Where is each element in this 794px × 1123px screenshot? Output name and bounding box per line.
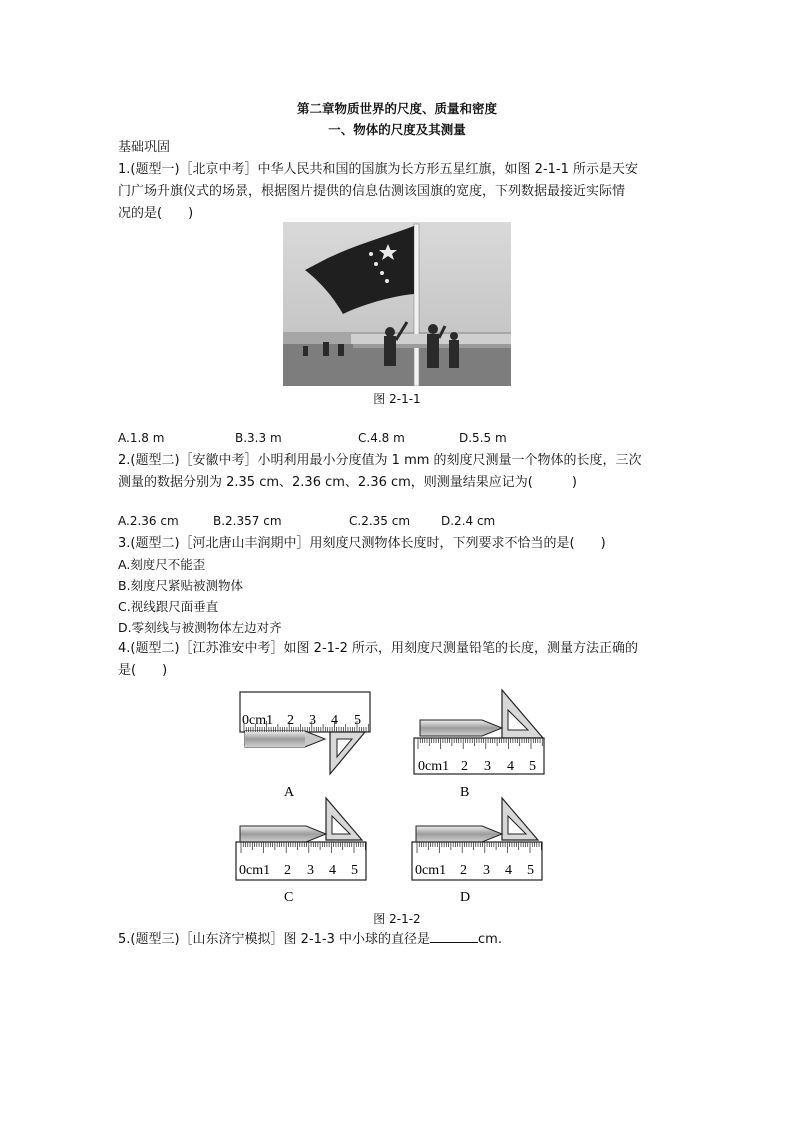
- panel-a-ruler-label-0: 0cm1: [242, 713, 274, 728]
- q5-text-before: 5.(题型三)［山东济宁模拟］图 2-1-3 中小球的直径是: [118, 932, 431, 947]
- panel-b-ruler-label-2: 2: [461, 759, 468, 774]
- q2-option-d: D.2.4 cm: [441, 514, 496, 528]
- panel-b-diagram: [414, 690, 544, 774]
- panel-c-ruler-label-4: 4: [329, 863, 336, 878]
- figure-2-1-2-caption: 图 2-1-2: [373, 912, 421, 926]
- q1-option-b: B.3.3 m: [235, 431, 282, 445]
- panel-d-diagram: [412, 798, 542, 880]
- panel-c-ruler-label-0: 0cm1: [239, 863, 271, 878]
- panel-c-ruler-label-5: 5: [351, 863, 358, 878]
- q2-line-2: 测量的数据分别为 2.35 cm、2.36 cm、2.36 cm，则测量结果应记为( ): [118, 475, 577, 490]
- q5-answer-blank[interactable]: [430, 930, 478, 943]
- panel-c-label: C: [284, 890, 294, 905]
- panel-c-ruler-label-3: 3: [307, 863, 314, 878]
- panel-a-ruler-label-3: 3: [309, 713, 316, 728]
- panel-b-ruler-label-5: 5: [529, 759, 536, 774]
- q1-line-1: 1.(题型一)［北京中考］中华人民共和国的国旗为长方形五星红旗，如图 2-1-1 所示是天安: [118, 162, 639, 177]
- q1-option-a: A.1.8 m: [118, 431, 165, 445]
- q3-option-a: A.刻度尺不能歪: [118, 557, 206, 572]
- q4-line-2: 是( ): [118, 663, 168, 678]
- panel-a-ruler-label-2: 2: [287, 713, 294, 728]
- panel-a-label: A: [284, 785, 295, 800]
- q3-option-d: D.零刻线与被测物体左边对齐: [118, 620, 282, 635]
- section-label: 基础巩固: [118, 140, 171, 155]
- panel-b-ruler-label-0: 0cm1: [418, 759, 450, 774]
- figure-2-1-1-caption: 图 2-1-1: [373, 392, 421, 406]
- panel-d-ruler-label-3: 3: [483, 863, 490, 878]
- panel-c-ruler-label-2: 2: [284, 863, 291, 878]
- figure-2-1-2: [230, 688, 550, 906]
- panel-b-ruler-label-4: 4: [507, 759, 514, 774]
- q1-line-3: 况的是( ): [118, 206, 194, 221]
- q3-line: 3.(题型二)［河北唐山丰润期中］用刻度尺测物体长度时，下列要求不恰当的是( ): [118, 536, 606, 551]
- panel-a-ruler-label-5: 5: [354, 713, 361, 728]
- q3-option-c: C.视线跟尺面垂直: [118, 599, 219, 614]
- q1-option-d: D.5.5 m: [459, 431, 507, 445]
- q2-option-b: B.2.357 cm: [213, 514, 282, 528]
- panel-a-diagram: [240, 692, 370, 774]
- panel-d-ruler-label-4: 4: [505, 863, 512, 878]
- panel-d-ruler-label-0: 0cm1: [415, 863, 447, 878]
- flag-raising-photo: [283, 222, 511, 386]
- panel-d-label: D: [460, 890, 471, 905]
- panel-a-ruler-label-4: 4: [331, 713, 338, 728]
- q1-option-c: C.4.8 m: [358, 431, 405, 445]
- panel-c-diagram: [236, 798, 366, 880]
- chapter-title: 第二章物质世界的尺度、质量和密度: [296, 101, 497, 116]
- panel-d-ruler-label-2: 2: [460, 863, 467, 878]
- panel-d-ruler-label-5: 5: [527, 863, 534, 878]
- panel-b-label: B: [460, 785, 470, 800]
- q5-line: [118, 930, 502, 950]
- q1-line-2: 门广场升旗仪式的场景，根据图片提供的信息估测该国旗的宽度，下列数据最接近实际情: [118, 184, 626, 199]
- q2-option-a: A.2.36 cm: [118, 514, 179, 528]
- q3-option-b: B.刻度尺紧贴被测物体: [118, 578, 244, 593]
- q5-text-after: cm.: [478, 932, 502, 947]
- q4-line-1: 4.(题型二)［江苏淮安中考］如图 2-1-2 所示，用刻度尺测量铅笔的长度，测量方法正确的: [118, 641, 639, 656]
- q2-line-1: 2.(题型二)［安徽中考］小明利用最小分度值为 1 mm 的刻度尺测量一个物体的长度，三次: [118, 453, 642, 468]
- section-title: 一、物体的尺度及其测量: [328, 122, 466, 137]
- panel-b-ruler-label-3: 3: [484, 759, 491, 774]
- q2-option-c: C.2.35 cm: [349, 514, 411, 528]
